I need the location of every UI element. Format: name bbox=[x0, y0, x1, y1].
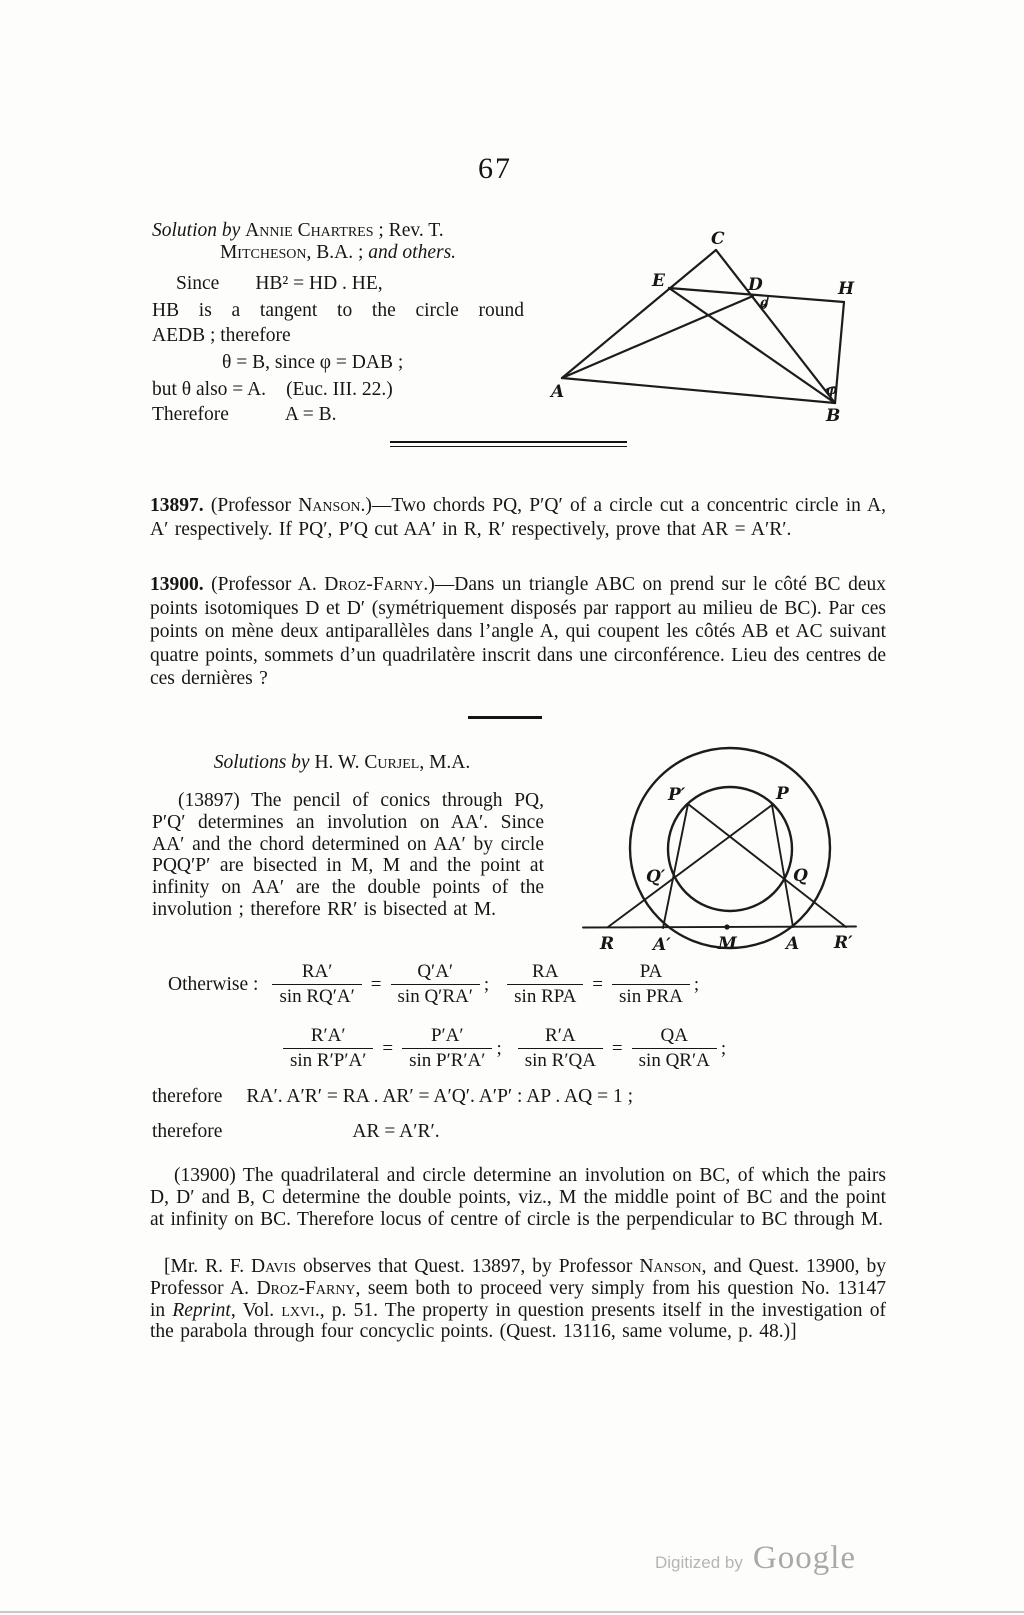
fig2-label-m: M bbox=[718, 934, 737, 954]
digitized-by-label: Digitized by bbox=[655, 1553, 743, 1572]
fig2-label-a-prime: A′ bbox=[653, 935, 671, 955]
fig2-label-p-prime: P′ bbox=[668, 785, 686, 805]
solutions-by-header: Solutions by H. W. Curjel, M.A. bbox=[213, 752, 471, 773]
since-line: Since HB² = HD . HE, bbox=[176, 273, 383, 294]
davis-note: [Mr. R. F. Davis observes that Quest. 13897, by Professor Nanson, and Quest. 13900, by Professor A. Droz-Farny, seem both to proceed very simply from his question No. 13147 in Reprint, Vol. lxvi., p. 51. The property in question presents itself in the investigation of the parabola through four concyclic points. (Quest. 13116, same volume, p. 48.)] bbox=[150, 1256, 886, 1343]
theta-line: θ = B, since φ = DAB ; bbox=[222, 352, 404, 373]
fig2-label-q: Q bbox=[793, 866, 808, 886]
section-divider-double-rule bbox=[390, 441, 627, 447]
fraction-ra-prime: $\frac{RA'}{\text{sin RQ′A′}}$ bbox=[272, 962, 361, 1007]
solution-13897-text: (13897) The pencil of conics through PQ, P′Q′ determines an involution on AA′. Since AA′ and the chord determined on AA′ by circle PQQ′P′ are bisected in M, M and the point at infinity on AA′ are the double points of the involution ; therefore RR′ is bisected at M. bbox=[152, 790, 544, 920]
fig1-label-b: B bbox=[826, 406, 841, 426]
fig1-label-a: A bbox=[551, 382, 565, 402]
fraction-rpa2: $\frac{R'A}{\text{sin R′QA}}$ bbox=[518, 1026, 603, 1071]
fig1-label-phi: φ bbox=[826, 383, 837, 397]
fig2-label-q-prime: Q′ bbox=[646, 867, 666, 887]
tangent-line: HB is a tangent to the circle round bbox=[152, 300, 524, 321]
fig1-label-h: H bbox=[838, 279, 855, 299]
outer-circle bbox=[630, 748, 830, 948]
page-number: 67 bbox=[478, 152, 512, 185]
therefore-line-1: therefore RA′. A′R′ = RA . AR′ = A′Q′. A′P′ : AP . AQ = 1 ; bbox=[152, 1086, 633, 1107]
fig2-label-r: R bbox=[600, 934, 615, 954]
fig1-label-c: C bbox=[711, 229, 725, 249]
solution-header-line1: Solution by Annie Chartres ; Rev. T. bbox=[152, 220, 444, 241]
question-13897: 13897. (Professor Nanson.)—Two chords PQ, P′Q′ of a circle cut a concentric circle in A, A′ respectively. If PQ′, P′Q cut AA′ in R, R′ respectively, prove that AR = A′R′. bbox=[150, 495, 886, 540]
solution-header bbox=[152, 220, 524, 263]
fraction-rpa-prime: $\frac{R'A'}{\text{sin R′P′A′}}$ bbox=[283, 1026, 373, 1071]
fraction-ra: $\frac{RA}{\text{sin RPA}}$ bbox=[507, 962, 583, 1007]
concentric-circles-figure bbox=[575, 715, 970, 960]
google-logo: Google bbox=[752, 1540, 857, 1576]
inner-circle bbox=[668, 787, 792, 911]
otherwise-label: Otherwise : bbox=[168, 973, 259, 995]
therefore-line-2: therefore AR = A′R′. bbox=[152, 1121, 440, 1142]
fig1-label-theta: θ bbox=[760, 298, 769, 312]
equation-row-1: Otherwise : $\frac{RA'}{\text{sin RQ′A′}}$ = $\frac{Q'A'}{\text{sin Q′RA′}}$ ; $\frac{RA}{\text{sin RPA}}$ = $\frac{PA}{\text{sin PRA}}$ ; bbox=[168, 961, 700, 1007]
solution-13900-text: (13900) The quadrilateral and circle determine an involution on BC, of which the pairs D, D′ and B, C determine the double points, viz., M the middle point of BC and the point at infinity on BC. Therefore locus of centre of circle is the perpendicular to BC through M. bbox=[150, 1165, 886, 1230]
question-13900: 13900. (Professor A. Droz-Farny.)—Dans un triangle ABC on prend sur le côté BC deux points isotomiques D et D′ (symétriquement disposés par rapport au milieu de BC). Par ces points on mène deux antiparallèles dans l’angle A, qui coupent les côtés AB et AC suivant quatre points, sommets d’un quadrilatère inscrit dans une circonférence. Lieu des centres de ces dernières ? bbox=[150, 574, 886, 690]
fraction-pa-prime2: $\frac{P'A'}{\text{sin P′R′A′}}$ bbox=[402, 1026, 492, 1071]
fig2-label-a: A bbox=[786, 934, 800, 954]
fig1-label-e: E bbox=[652, 271, 665, 291]
fig2-label-r-prime: R′ bbox=[834, 933, 853, 953]
solution-13894-text bbox=[152, 269, 524, 427]
therefore-line: Therefore A = B. bbox=[152, 404, 337, 425]
fig2-label-p: P bbox=[776, 784, 789, 804]
fraction-qa2: $\frac{QA}{\text{sin QR′A}}$ bbox=[632, 1026, 717, 1071]
equation-row-2: $\frac{R'A'}{\text{sin R′P′A′}}$ = $\frac{P'A'}{\text{sin P′R′A′}}$ ; $\frac{R'A}{\text{sin R′QA}}$ = $\frac{QA}{\text{sin QR′A}}$ ; bbox=[283, 1026, 728, 1071]
aedb-line: AEDB ; therefore bbox=[152, 325, 291, 346]
point-m-dot bbox=[724, 924, 729, 929]
page-bottom-edge bbox=[0, 1611, 1024, 1613]
but-theta-line: but θ also = A. (Euc. III. 22.) bbox=[152, 379, 393, 400]
chord-Pp-Qp-Ap bbox=[663, 804, 688, 928]
digitized-watermark bbox=[655, 1540, 856, 1577]
solution-header-line2: Mitcheson, B.A. ; and others. bbox=[219, 241, 457, 263]
fraction-qa-prime: $\frac{Q'A'}{\text{sin Q′RA′}}$ bbox=[391, 962, 480, 1007]
fig1-label-d: D bbox=[748, 275, 763, 295]
section-divider-short-rule bbox=[468, 716, 542, 719]
line-AA bbox=[583, 927, 856, 928]
triangle-figure bbox=[530, 222, 950, 427]
fraction-pa: $\frac{PA}{\text{sin PRA}}$ bbox=[612, 962, 690, 1007]
